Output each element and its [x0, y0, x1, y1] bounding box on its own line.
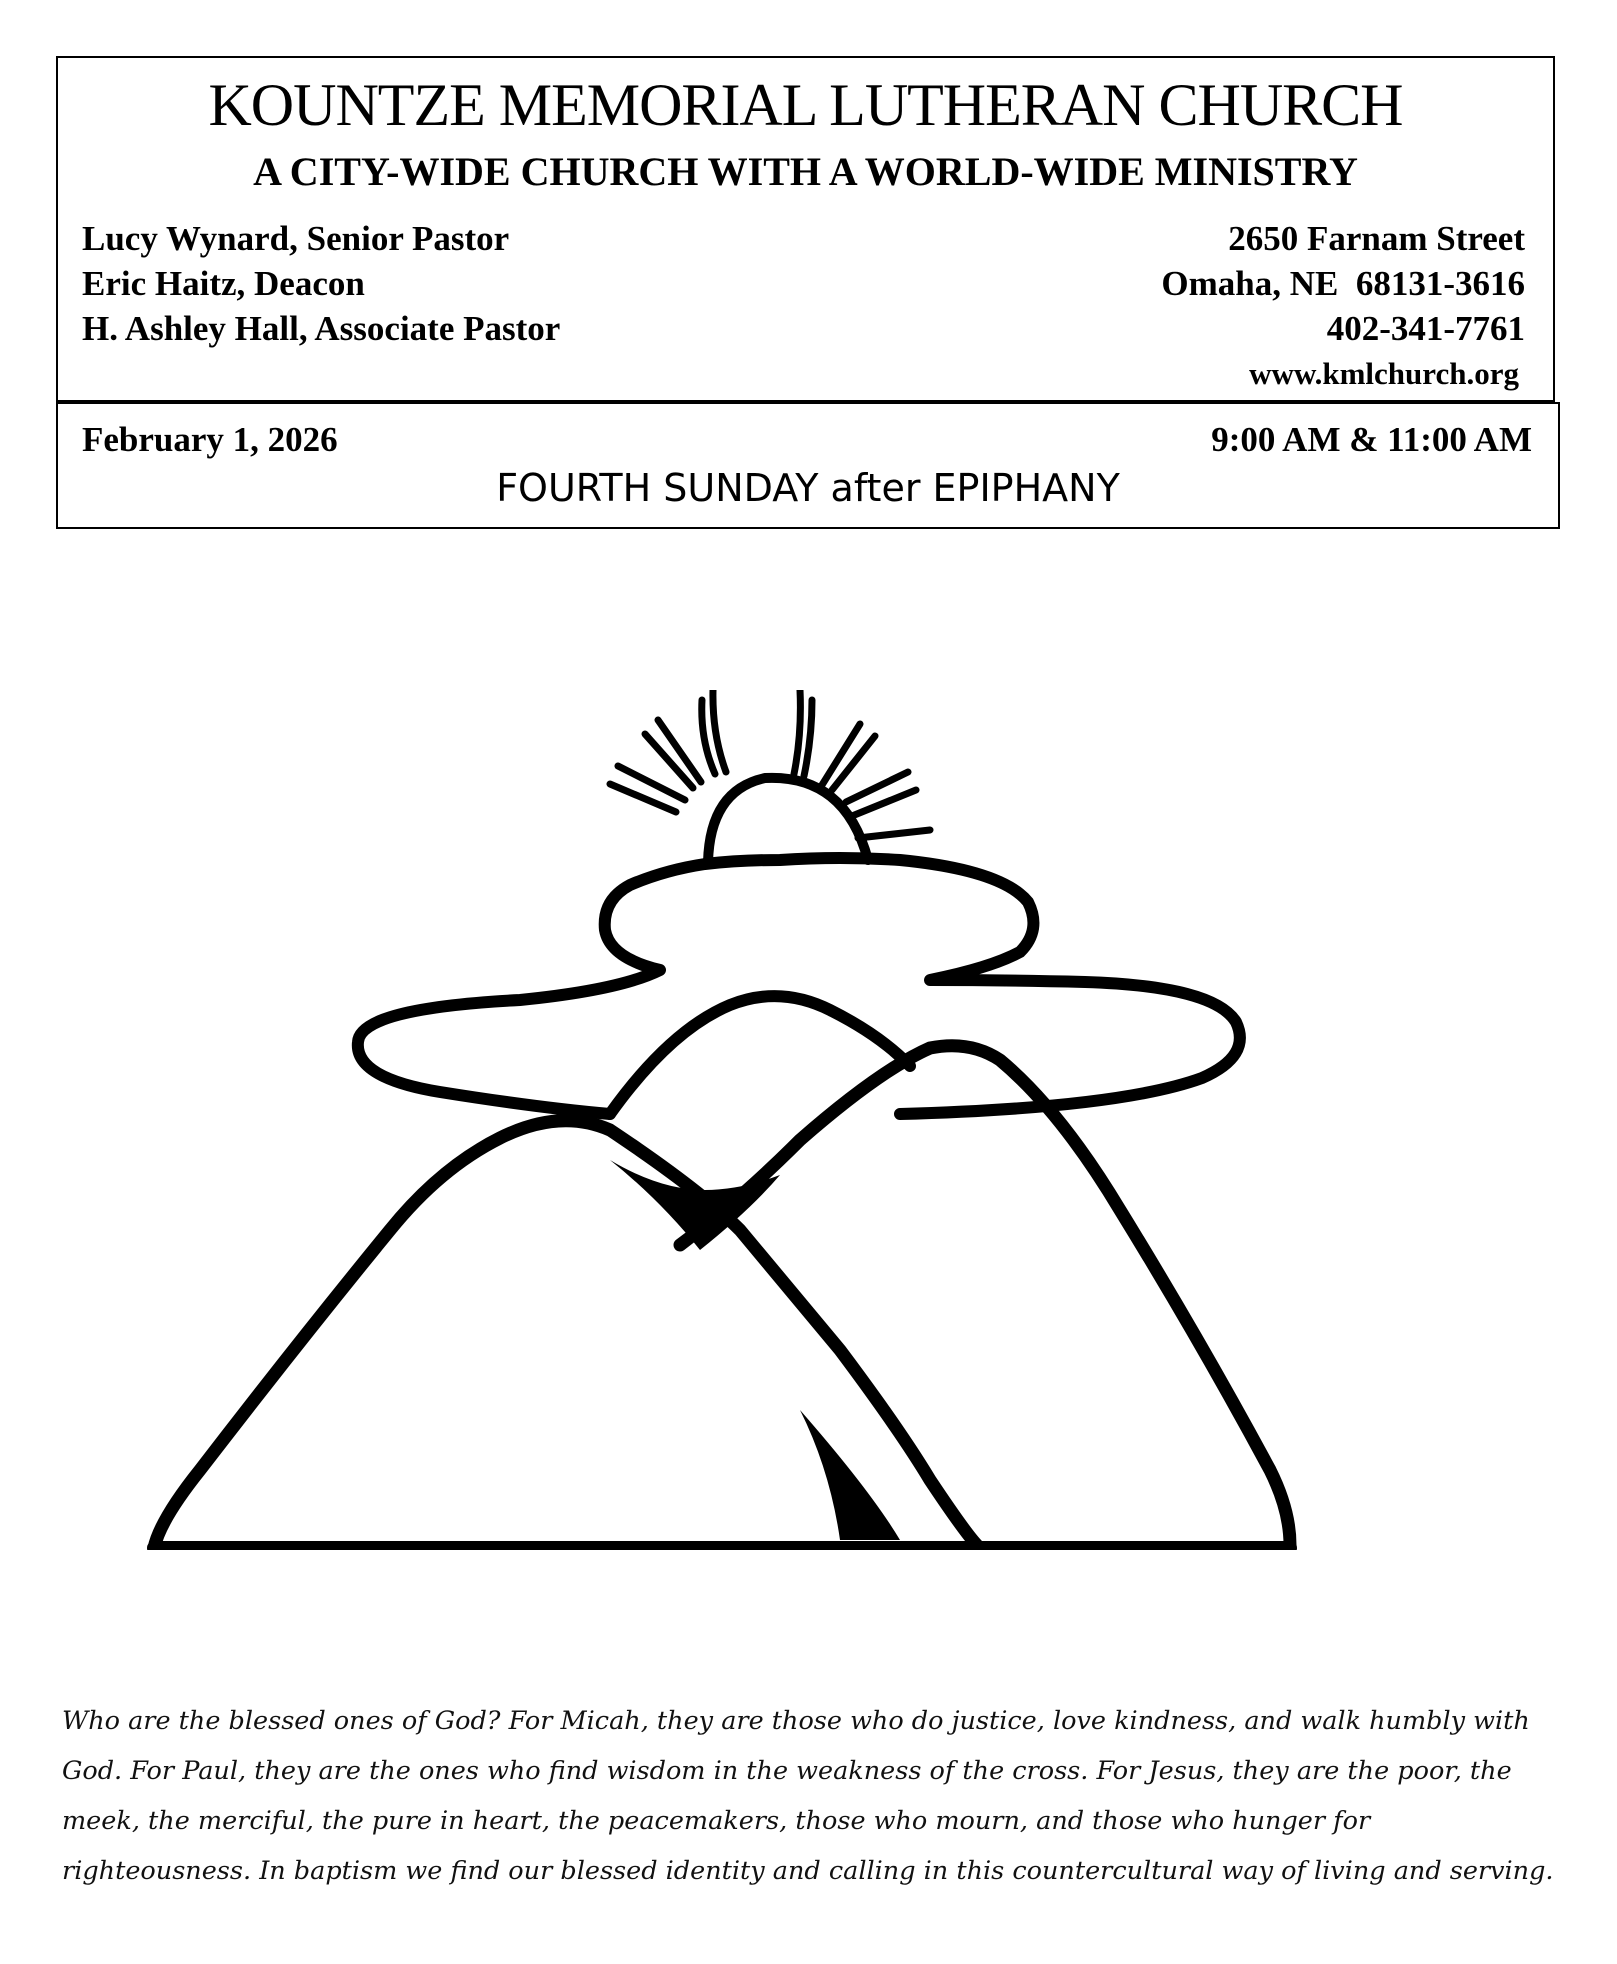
address-street: 2650 Farnam Street [1228, 219, 1525, 258]
sunrise-over-hills-icon [140, 690, 1440, 1550]
middle-hill [610, 996, 910, 1114]
staff-deacon: Eric Haitz, Deacon [82, 264, 365, 303]
address-city: Omaha, NE 68131-3616 [1161, 264, 1525, 303]
service-info [56, 402, 1560, 529]
staff-associate-pastor: H. Ashley Hall, Associate Pastor [82, 309, 561, 348]
church-address [1161, 216, 1525, 396]
sun-rays [610, 690, 930, 838]
service-times: 9:00 AM & 11:00 AM [1211, 420, 1532, 459]
liturgical-day-title: FOURTH SUNDAY after EPIPHANY [496, 466, 1120, 510]
staff-list [82, 216, 560, 351]
church-website-link[interactable]: www.kmlchurch.org [1249, 356, 1519, 391]
staff-senior-pastor: Lucy Wynard, Senior Pastor [82, 219, 510, 258]
sun-ray [858, 830, 930, 838]
cross-outline [358, 858, 1240, 1114]
sun-ray [713, 690, 726, 772]
right-hill [680, 1046, 1290, 1545]
valley-shadow-lower [800, 1410, 900, 1540]
address-phone: 402-341-7761 [1326, 309, 1525, 348]
weekly-reflection: Who are the blessed ones of God? For Micah, they are those who do justice, love kindness, and walk humbly with God. For Paul, they are the ones who find wisdom in the weakness of the cross. For Jesus, they are the poor, the meek, the merciful, the pure in heart, the peacemakers, those who mourn, and those who hunger for righteousness. In baptism we find our blessed identity and calling in this countercultural way of living and serving. [62, 1706, 1554, 1886]
valley-shadow-upper [610, 1160, 780, 1250]
church-tagline: A CITY-WIDE CHURCH WITH A WORLD-WIDE MINISTRY [253, 149, 1358, 194]
sun-ray [804, 700, 812, 776]
service-date: February 1, 2026 [82, 420, 338, 459]
sun-arc [708, 778, 868, 862]
church-name: KOUNTZE MEMORIAL LUTHERAN CHURCH [208, 72, 1403, 138]
church-header [56, 56, 1555, 402]
sun-ray [794, 690, 800, 774]
